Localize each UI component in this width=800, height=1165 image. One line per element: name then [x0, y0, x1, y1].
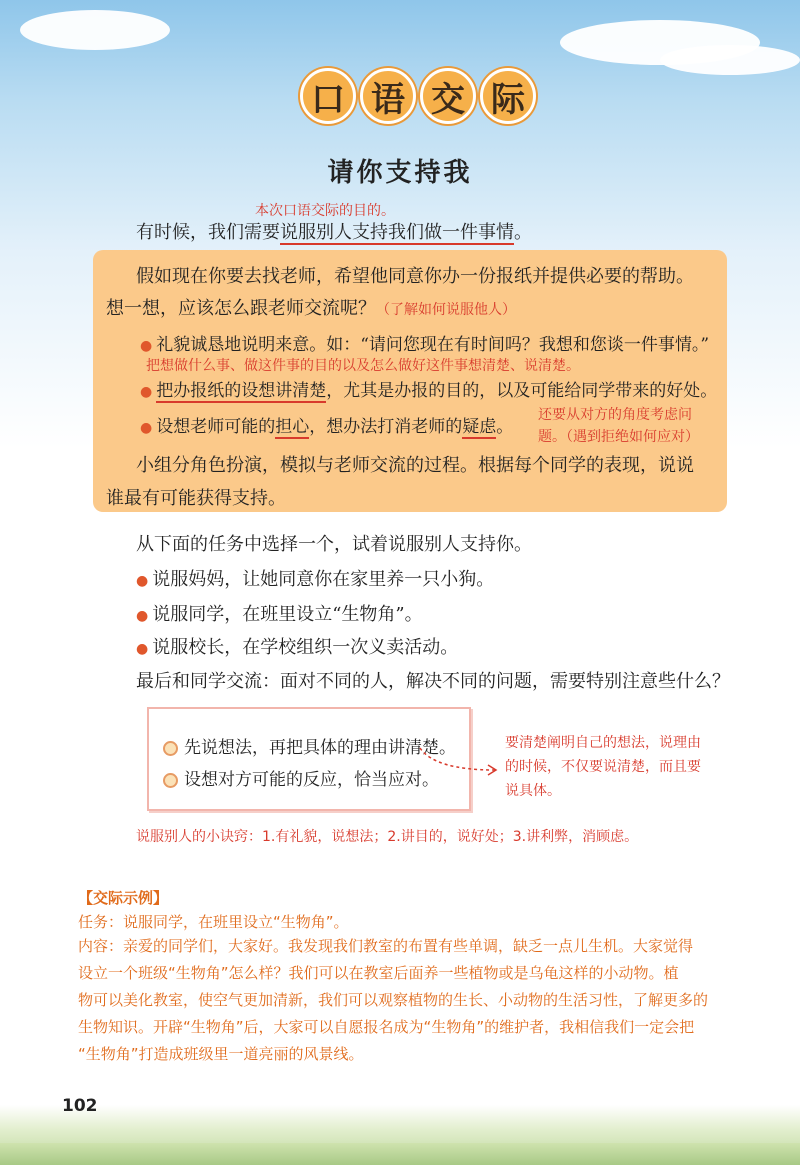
box-p2-line — [106, 294, 516, 320]
note-perspective-1: 还要从对方的角度考虑问 — [538, 407, 692, 423]
note-side-3: 说具体。 — [505, 783, 561, 799]
task-item-text: 说服同学，在班里设立“生物角”。 — [152, 604, 423, 625]
intro-paragraph — [136, 218, 532, 244]
tip-item — [163, 765, 439, 790]
cloud — [660, 45, 800, 75]
box-p3a: 小组分角色扮演，模拟与老师交流的过程。根据每个同学的表现，说说 — [136, 455, 694, 476]
intro-pre: 有时候，我们需要 — [136, 222, 280, 243]
tasks-intro: 从下面的任务中选择一个，试着说服别人支持你。 — [136, 534, 532, 555]
subtitle: 请你支持我 — [327, 158, 473, 188]
example-line: “生物角”打造成班级里一道亮丽的风景线。 — [78, 1045, 364, 1063]
bullet-icon: ● — [140, 384, 153, 400]
example-line: 物可以美化教室，使空气更加清新，我们可以观察植物的生长、小动物的生活习性，了解更多的 — [78, 991, 709, 1009]
note-learn: （了解如何说服他人） — [376, 302, 516, 318]
page-number: 102 — [62, 1096, 98, 1116]
note-clear: 把想做什么事、做这件事的目的以及怎么做好这件事想清楚、说清楚。 — [146, 358, 580, 374]
box-bullet-3 — [140, 412, 513, 437]
box-p3b: 谁最有可能获得支持。 — [106, 488, 286, 509]
note-tips: 说服别人的小诀窍：1.有礼貌，说想法；2.讲目的，说好处；3.讲利弊，消顾虑。 — [136, 829, 639, 845]
bullet-3-u1: 担心 — [275, 417, 310, 437]
task-item — [136, 633, 458, 659]
bullet-icon: ● — [136, 641, 149, 657]
title-char: 际 — [480, 68, 536, 124]
cloud — [20, 10, 170, 50]
bullet-3-u2: 疑虑 — [462, 417, 497, 437]
title-char: 交 — [420, 68, 476, 124]
bullet-icon: ● — [136, 573, 149, 589]
note-purpose: 本次口语交际的目的。 — [255, 203, 395, 219]
task-item — [136, 600, 423, 626]
tip-item-text: 设想对方可能的反应，恰当应对。 — [184, 770, 439, 790]
bullet-icon: ● — [140, 420, 153, 436]
note-perspective-2: 题。（遇到拒绝如何应对） — [538, 429, 699, 445]
title-char: 语 — [360, 68, 416, 124]
bullet-2-underlined: 把办报纸的设想讲清楚 — [156, 381, 327, 401]
bullet-icon: ● — [136, 608, 149, 624]
task-item-text: 说服校长，在学校组织一次义卖活动。 — [152, 637, 459, 658]
bullet-1-text: 礼貌诚恳地说明来意。如：“请问您现在有时间吗？我想和您谈一件事情。” — [156, 335, 710, 355]
task-item — [136, 565, 494, 591]
dashed-arrow-icon — [415, 740, 500, 780]
example-line: 生物知识。开辟“生物角”后，大家可以自愿报名成为“生物角”的维护者，我相信我们一定会把 — [78, 1018, 695, 1036]
circle-bullet-icon — [163, 741, 178, 756]
grass-decoration — [0, 1143, 800, 1165]
circle-bullet-icon — [163, 773, 178, 788]
title-char: 口 — [300, 68, 356, 124]
bullet-2-rest: ，尤其是办报的目的，以及可能给同学带来的好处。 — [326, 381, 718, 401]
example-line: 设立一个班级“生物角”怎么样？我们可以在教室后面养一些植物或是乌龟这样的小动物。植 — [78, 964, 679, 982]
bullet-icon: ● — [140, 338, 153, 354]
example-heading: 【交际示例】 — [78, 889, 169, 907]
tip-item-text: 先说想法，再把具体的理由讲清楚。 — [184, 738, 456, 758]
bullet-3-a: 设想老师可能的 — [156, 417, 276, 437]
bullet-3-c: 。 — [496, 417, 514, 437]
note-side-1: 要清楚阐明自己的想法，说理由 — [505, 735, 701, 751]
box-p2: 想一想，应该怎么跟老师交流呢？ — [106, 298, 376, 319]
page-title — [300, 68, 536, 124]
box-bullet-1 — [140, 330, 709, 355]
tasks-final: 最后和同学交流：面对不同的人，解决不同的问题，需要特别注意些什么？ — [136, 671, 730, 692]
intro-post: 。 — [514, 222, 532, 243]
task-item-text: 说服妈妈，让她同意你在家里养一只小狗。 — [152, 569, 495, 590]
box-bullet-2 — [140, 376, 717, 401]
tip-item — [163, 733, 456, 758]
box-p1: 假如现在你要去找老师，希望他同意你办一份报纸并提供必要的帮助。 — [136, 266, 694, 287]
example-task: 任务：说服同学，在班里设立“生物角”。 — [78, 913, 349, 931]
intro-underlined: 说服别人支持我们做一件事情 — [280, 222, 514, 243]
note-side-2: 的时候，不仅要说清楚，而且要 — [505, 759, 701, 775]
bullet-3-b: ，想办法打消老师的 — [309, 417, 463, 437]
example-line: 内容：亲爱的同学们，大家好。我发现我们教室的布置有些单调，缺乏一点儿生机。大家觉得 — [78, 937, 694, 955]
